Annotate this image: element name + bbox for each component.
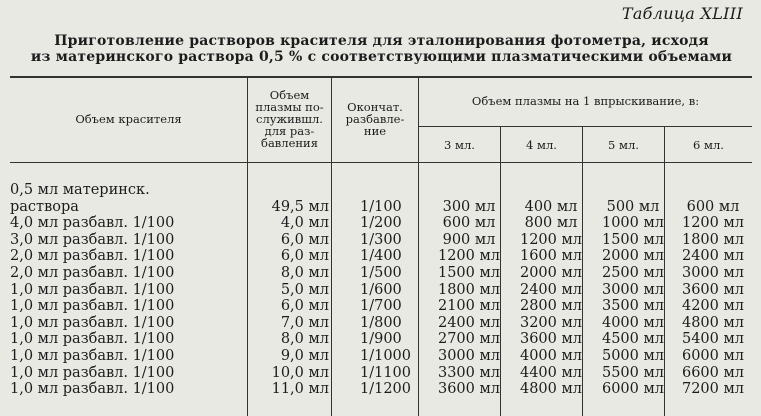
table-row bbox=[10, 265, 752, 282]
volume-6ml-cell: 6000 мл bbox=[681, 347, 744, 364]
table-row bbox=[10, 248, 752, 265]
volume-4ml-cell: 3600 мл bbox=[519, 331, 582, 348]
table-row bbox=[10, 331, 752, 348]
volume-4ml-cell: 4800 мл bbox=[519, 381, 582, 398]
final-dilution-cell: 1/400 bbox=[360, 248, 402, 265]
volume-6ml-cell: 7200 мл bbox=[681, 381, 744, 398]
volume-6ml-cell: 4200 мл bbox=[681, 298, 744, 315]
volume-6ml-cell: 1800 мл bbox=[681, 231, 744, 248]
volume-6ml-cell: 1200 мл bbox=[681, 215, 744, 232]
volume-4ml-cell: 800 мл bbox=[524, 215, 578, 232]
dye-volume-cell: 1,0 мл разбавл. 1/100 bbox=[10, 364, 175, 381]
plasma-volume-cell: 6,0 мл bbox=[280, 231, 329, 248]
volume-3ml-cell: 3600 мл bbox=[437, 381, 500, 398]
header-plasma-volume: Объем плазмы по- служившл. для раз- бавления bbox=[255, 88, 324, 150]
final-dilution-cell: 1/200 bbox=[360, 215, 402, 232]
volume-4ml-cell: 1200 мл bbox=[519, 231, 582, 248]
volume-4ml-cell: 2000 мл bbox=[519, 264, 582, 281]
dilution-table bbox=[10, 76, 752, 416]
volume-5ml-cell: 3000 мл bbox=[601, 281, 664, 298]
plasma-volume-cell: 5,0 мл bbox=[280, 281, 329, 298]
dye-volume-cell: 1,0 мл разбавл. 1/100 bbox=[10, 381, 175, 398]
volume-5ml-cell: 2500 мл bbox=[601, 264, 664, 281]
volume-5ml-cell: 2000 мл bbox=[601, 248, 664, 265]
volume-6ml-cell: 5400 мл bbox=[681, 331, 744, 348]
plasma-volume-cell: 11,0 мл bbox=[271, 381, 329, 398]
dye-volume-cell: 1,0 мл разбавл. 1/100 bbox=[10, 347, 175, 364]
volume-5ml-cell: 4000 мл bbox=[601, 314, 664, 331]
table-row bbox=[10, 365, 752, 382]
final-dilution-cell: 1/800 bbox=[360, 314, 402, 331]
volume-4ml-cell: 3200 мл bbox=[519, 314, 582, 331]
plasma-volume-cell: 8,0 мл bbox=[280, 264, 329, 281]
table-title-line-1: Приготовление растворов красителя для эталонирования фотометра, исходя bbox=[54, 33, 709, 49]
volume-3ml-cell: 2100 мл bbox=[437, 298, 500, 315]
volume-6ml-cell: 3600 мл bbox=[681, 281, 744, 298]
volume-5ml-cell: 3500 мл bbox=[601, 298, 664, 315]
volume-3ml-cell: 1500 мл bbox=[437, 264, 500, 281]
plasma-volume-cell: 4,0 мл bbox=[280, 215, 329, 232]
volume-5ml-cell: 5000 мл bbox=[601, 347, 664, 364]
table-row bbox=[10, 282, 752, 299]
volume-6ml-cell: 6600 мл bbox=[681, 364, 744, 381]
volume-5ml-cell: 6000 мл bbox=[601, 381, 664, 398]
volume-5ml-cell: 500 мл bbox=[606, 198, 660, 215]
final-dilution-cell: 1/500 bbox=[360, 264, 402, 281]
dye-volume-cell: 1,0 мл разбавл. 1/100 bbox=[10, 281, 175, 298]
volume-3ml-cell: 1200 мл bbox=[437, 248, 500, 265]
final-dilution-cell: 1/1100 bbox=[360, 364, 412, 381]
dye-volume-cell: 2,0 мл разбавл. 1/100 bbox=[10, 248, 175, 265]
volume-6ml-cell: 2400 мл bbox=[681, 248, 744, 265]
volume-5ml-cell: 4500 мл bbox=[601, 331, 664, 348]
volume-3ml-cell: 3000 мл bbox=[437, 347, 500, 364]
volume-3ml-cell: 300 мл bbox=[442, 198, 496, 215]
dye-volume-cell: раствора bbox=[10, 198, 79, 215]
header-3ml: 3 мл. bbox=[444, 137, 475, 152]
final-dilution-cell: 1/900 bbox=[360, 331, 402, 348]
volume-3ml-cell: 1800 мл bbox=[437, 281, 500, 298]
volume-4ml-cell: 4400 мл bbox=[519, 364, 582, 381]
header-dye-volume: Объем красителя bbox=[75, 112, 182, 126]
table-row bbox=[10, 298, 752, 315]
volume-3ml-cell: 2400 мл bbox=[437, 314, 500, 331]
volume-3ml-cell: 900 мл bbox=[442, 231, 496, 248]
plasma-volume-cell: 6,0 мл bbox=[280, 298, 329, 315]
final-dilution-cell: 1/1200 bbox=[360, 381, 412, 398]
final-dilution-cell: 1/300 bbox=[360, 231, 402, 248]
dye-volume-cell: 1,0 мл разбавл. 1/100 bbox=[10, 331, 175, 348]
volume-3ml-cell: 2700 мл bbox=[437, 331, 500, 348]
plasma-volume-cell: 10,0 мл bbox=[271, 364, 329, 381]
table-body bbox=[10, 182, 752, 398]
table-title-line-2: из материнского раствора 0,5 % с соответствующими плазматическими объемами bbox=[30, 49, 733, 65]
volume-4ml-cell: 400 мл bbox=[524, 198, 578, 215]
table-title bbox=[14, 33, 749, 65]
volume-6ml-cell: 4800 мл bbox=[681, 314, 744, 331]
dye-volume-cell: 0,5 мл материнск. bbox=[10, 182, 150, 198]
table-row bbox=[10, 381, 752, 398]
table-row bbox=[10, 348, 752, 365]
table-number: Таблица XLIII bbox=[621, 4, 743, 23]
header-4ml: 4 мл. bbox=[526, 137, 557, 152]
dye-volume-cell: 3,0 мл разбавл. 1/100 bbox=[10, 231, 175, 248]
dye-volume-cell: 2,0 мл разбавл. 1/100 bbox=[10, 264, 175, 281]
table-row bbox=[10, 182, 752, 199]
plasma-volume-cell: 7,0 мл bbox=[280, 314, 329, 331]
table-row bbox=[10, 232, 752, 249]
final-dilution-cell: 1/700 bbox=[360, 298, 402, 315]
plasma-volume-cell: 49,5 мл bbox=[271, 198, 329, 215]
plasma-volume-cell: 6,0 мл bbox=[280, 248, 329, 265]
volume-4ml-cell: 2400 мл bbox=[519, 281, 582, 298]
header-per-injection: Объем плазмы на 1 впрыскивание, в: bbox=[471, 94, 700, 108]
table-row bbox=[10, 215, 752, 232]
final-dilution-cell: 1/100 bbox=[360, 198, 402, 215]
header-final-dilution: Окончат. разбавле- ние bbox=[345, 100, 405, 138]
plasma-volume-cell: 9,0 мл bbox=[280, 347, 329, 364]
final-dilution-cell: 1/1000 bbox=[360, 347, 412, 364]
plasma-volume-cell: 8,0 мл bbox=[280, 331, 329, 348]
header-6ml: 6 мл. bbox=[693, 137, 724, 152]
volume-5ml-cell: 1500 мл bbox=[601, 231, 664, 248]
volume-5ml-cell: 1000 мл bbox=[601, 215, 664, 232]
dye-volume-cell: 1,0 мл разбавл. 1/100 bbox=[10, 298, 175, 315]
dye-volume-cell: 4,0 мл разбавл. 1/100 bbox=[10, 215, 175, 232]
final-dilution-cell: 1/600 bbox=[360, 281, 402, 298]
header-bottom-rule bbox=[10, 162, 752, 163]
volume-4ml-cell: 2800 мл bbox=[519, 298, 582, 315]
volume-5ml-cell: 5500 мл bbox=[601, 364, 664, 381]
dye-volume-cell: 1,0 мл разбавл. 1/100 bbox=[10, 314, 175, 331]
table-row bbox=[10, 315, 752, 332]
volume-4ml-cell: 1600 мл bbox=[519, 248, 582, 265]
volume-4ml-cell: 4000 мл bbox=[519, 347, 582, 364]
volume-6ml-cell: 3000 мл bbox=[681, 264, 744, 281]
volume-3ml-cell: 3300 мл bbox=[437, 364, 500, 381]
header-5ml: 5 мл. bbox=[608, 137, 639, 152]
volume-3ml-cell: 600 мл bbox=[442, 215, 496, 232]
volume-6ml-cell: 600 мл bbox=[686, 198, 740, 215]
table-row bbox=[10, 199, 752, 216]
